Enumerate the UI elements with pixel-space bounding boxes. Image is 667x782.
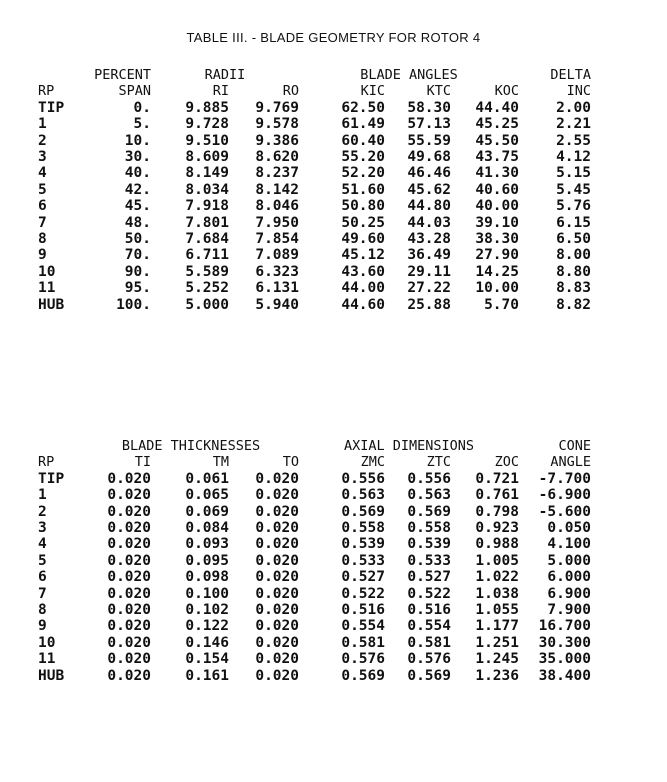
table-cell: 6.131 (255, 280, 299, 297)
table-cell: 0.020 (107, 667, 151, 684)
table-cell: 0.050 (547, 520, 591, 537)
axial-dimensions-table (38, 438, 591, 684)
row-label: 5 (38, 552, 47, 569)
table-cell: 7.684 (185, 231, 229, 248)
table-cell: 40.00 (475, 198, 519, 215)
table-cell: 6.15 (556, 214, 591, 231)
table-cell: 0.020 (107, 503, 151, 520)
table-cell: 0.020 (107, 634, 151, 651)
table-cell: 49.68 (407, 149, 451, 166)
row-label: TIP (38, 99, 65, 116)
table-row (38, 247, 591, 263)
table-cell: 1.038 (475, 585, 519, 602)
table-cell: 9.769 (255, 99, 299, 116)
table-cell: 5. (133, 116, 151, 133)
table-cell: 0.020 (255, 667, 299, 684)
table-cell: 50.80 (341, 198, 385, 215)
table-cell: 6.000 (547, 569, 591, 586)
table-cell: 1.022 (475, 569, 519, 586)
table-cell: 0.061 (185, 470, 229, 487)
table-cell: 45.50 (475, 132, 519, 149)
table-cell: 90. (124, 263, 151, 280)
table-cell: 30. (124, 149, 151, 166)
table-row (38, 536, 591, 552)
table-cell: 0.020 (255, 470, 299, 487)
table-cell: 40.60 (475, 181, 519, 198)
table-cell: 0.095 (185, 552, 229, 569)
table-cell: 0.100 (185, 585, 229, 602)
table-cell: 0.569 (407, 503, 451, 520)
table-cell: 0.556 (407, 470, 451, 487)
table-cell: 0.576 (407, 651, 451, 668)
table-cell: 0.020 (107, 470, 151, 487)
table-cell: 58.30 (407, 99, 451, 116)
row-label: 2 (38, 132, 47, 149)
table-cell: 61.49 (341, 116, 385, 133)
column-header: TO (282, 454, 299, 471)
table-cell: 9.386 (255, 132, 299, 149)
table-cell: 0.539 (341, 536, 385, 553)
row-label: 1 (38, 487, 47, 504)
row-label: 10 (38, 263, 56, 280)
blade-thicknesses-group-header: BLADE THICKNESSES (121, 438, 261, 454)
row-label: TIP (38, 470, 65, 487)
table-cell: 95. (124, 280, 151, 297)
table-group-header-row (38, 67, 591, 83)
table-cell: 6.323 (255, 263, 299, 280)
table-cell: 35.000 (538, 651, 591, 668)
table-cell: 0.581 (407, 634, 451, 651)
table-cell: 45.25 (475, 116, 519, 133)
table-cell: 8.609 (185, 149, 229, 166)
table-cell: 8.034 (185, 181, 229, 198)
table-cell: 5.252 (185, 280, 229, 297)
table-cell: 0.020 (107, 569, 151, 586)
table-row (38, 520, 591, 536)
table-row (38, 471, 591, 487)
row-label: 3 (38, 149, 47, 166)
table-cell: -6.900 (538, 487, 591, 504)
table-cell: 7.854 (255, 231, 299, 248)
table-cell: 8.00 (556, 247, 591, 264)
table-cell: 0.554 (407, 618, 451, 635)
table-cell: 44.40 (475, 99, 519, 116)
table-cell: 44.03 (407, 214, 451, 231)
table-cell: 55.59 (407, 132, 451, 149)
table-cell: 9.885 (185, 99, 229, 116)
column-header: RO (282, 83, 299, 100)
table-cell: 0.020 (255, 634, 299, 651)
table-cell: 36.49 (407, 247, 451, 264)
table-row (38, 297, 591, 313)
table-cell: 38.30 (475, 231, 519, 248)
table-cell: 0.020 (107, 585, 151, 602)
percent-group-header: PERCENT (94, 67, 151, 83)
row-label: 8 (38, 231, 47, 248)
table-cell: 27.90 (475, 247, 519, 264)
table-cell: 8.620 (255, 149, 299, 166)
table-cell: 0.020 (255, 602, 299, 619)
axial-dimensions-group-header: AXIAL DIMENSIONS (343, 438, 475, 454)
column-header: TI (134, 454, 151, 471)
table-cell: 0.093 (185, 536, 229, 553)
table-cell: 8.142 (255, 181, 299, 198)
delta-group-header: DELTA (550, 67, 591, 83)
table-cell: 0.761 (475, 487, 519, 504)
table-row (38, 116, 591, 132)
table-cell: 2.55 (556, 132, 591, 149)
row-label: 5 (38, 181, 47, 198)
table-cell: 51.60 (341, 181, 385, 198)
table-cell: 5.76 (556, 198, 591, 215)
column-header: ZTC (426, 454, 451, 471)
row-label: 9 (38, 618, 47, 635)
table-cell: 6.50 (556, 231, 591, 248)
table-cell: 0.558 (407, 520, 451, 537)
radii-group-header: RADII (204, 67, 246, 83)
table-cell: 10.00 (475, 280, 519, 297)
column-header: ZMC (360, 454, 385, 471)
table-cell: 1.177 (475, 618, 519, 635)
column-header: ANGLE (550, 454, 591, 471)
table-cell: 0.569 (407, 667, 451, 684)
table-cell: 0.102 (185, 602, 229, 619)
table-cell: 44.00 (341, 280, 385, 297)
table-cell: 45. (124, 198, 151, 215)
table-cell: 39.10 (475, 214, 519, 231)
table-cell: 44.60 (341, 296, 385, 313)
table-cell: 70. (124, 247, 151, 264)
table-cell: 0.020 (107, 552, 151, 569)
table-cell: 1.055 (475, 602, 519, 619)
table-cell: 0.556 (341, 470, 385, 487)
table-cell: 7.918 (185, 198, 229, 215)
table-cell: 9.728 (185, 116, 229, 133)
table-cell: 0.721 (475, 470, 519, 487)
table-cell: 8.237 (255, 165, 299, 182)
table-cell: 29.11 (407, 263, 451, 280)
row-label: 11 (38, 280, 56, 297)
table-row (38, 149, 591, 165)
table-cell: 42. (124, 181, 151, 198)
table-cell: 0.533 (341, 552, 385, 569)
table-cell: 2.21 (556, 116, 591, 133)
table-cell: 0.020 (107, 520, 151, 537)
table-cell: 55.20 (341, 149, 385, 166)
table-cell: 1.245 (475, 651, 519, 668)
table-row (38, 586, 591, 602)
table-cell: 8.149 (185, 165, 229, 182)
table-cell: 0.516 (341, 602, 385, 619)
blade-angles-group-header: BLADE ANGLES (360, 67, 458, 83)
table-cell: 40. (124, 165, 151, 182)
table-row (38, 165, 591, 181)
table-cell: 100. (116, 296, 151, 313)
table-row (38, 182, 591, 198)
column-header: RP (38, 83, 55, 100)
table-cell: 8.80 (556, 263, 591, 280)
table-cell: 7.950 (255, 214, 299, 231)
table-cell: 0.020 (255, 536, 299, 553)
table-cell: 0.576 (341, 651, 385, 668)
table-cell: 0.020 (107, 487, 151, 504)
column-header: KOC (494, 83, 519, 100)
table-row (38, 215, 591, 231)
table-row (38, 651, 591, 667)
table-cell: 0.098 (185, 569, 229, 586)
table-row (38, 231, 591, 247)
table-cell: 44.80 (407, 198, 451, 215)
table-cell: 5.70 (484, 296, 519, 313)
table-cell: 0.065 (185, 487, 229, 504)
table-cell: 0.563 (341, 487, 385, 504)
table-cell: 5.940 (255, 296, 299, 313)
table-cell: 0.084 (185, 520, 229, 537)
table-cell: 0.020 (255, 569, 299, 586)
table-cell: 50. (124, 231, 151, 248)
row-label: 9 (38, 247, 47, 264)
table-row (38, 487, 591, 503)
table-cell: 62.50 (341, 99, 385, 116)
table-cell: 0.161 (185, 667, 229, 684)
table-cell: 0.527 (341, 569, 385, 586)
table-group-header-row (38, 438, 591, 454)
table-cell: 0.988 (475, 536, 519, 553)
row-label: 6 (38, 198, 47, 215)
table-cell: 25.88 (407, 296, 451, 313)
table-cell: 43.75 (475, 149, 519, 166)
table-cell: 9.578 (255, 116, 299, 133)
table-row (38, 133, 591, 149)
table-cell: 45.12 (341, 247, 385, 264)
table-row (38, 668, 591, 684)
table-cell: 0.558 (341, 520, 385, 537)
table-cell: 0.020 (107, 651, 151, 668)
row-label: 10 (38, 634, 56, 651)
table-cell: 0.020 (255, 552, 299, 569)
table-row (38, 198, 591, 214)
table-cell: 0.020 (255, 651, 299, 668)
table-row (38, 618, 591, 634)
table-row (38, 100, 591, 116)
table-cell: 0.020 (107, 618, 151, 635)
table-row (38, 602, 591, 618)
table-cell: 7.801 (185, 214, 229, 231)
table-cell: 4.100 (547, 536, 591, 553)
table-cell: 8.83 (556, 280, 591, 297)
table-row (38, 264, 591, 280)
table-cell: 0.569 (341, 503, 385, 520)
table-cell: 0.522 (407, 585, 451, 602)
row-label: 4 (38, 165, 47, 182)
column-header: RI (212, 83, 229, 100)
table-cell: 0.563 (407, 487, 451, 504)
table-cell: 0.539 (407, 536, 451, 553)
table-cell: 49.60 (341, 231, 385, 248)
table-cell: 6.900 (547, 585, 591, 602)
table-cell: 9.510 (185, 132, 229, 149)
table-cell: 60.40 (341, 132, 385, 149)
table-cell: 52.20 (341, 165, 385, 182)
table-column-header-row (38, 83, 591, 99)
table-cell: 8.046 (255, 198, 299, 215)
page-title: TABLE III. - BLADE GEOMETRY FOR ROTOR 4 (186, 30, 481, 45)
row-label: HUB (38, 296, 65, 313)
cone-group-header: CONE (558, 438, 591, 454)
table-cell: 0.533 (407, 552, 451, 569)
table-cell: 0.516 (407, 602, 451, 619)
column-header: RP (38, 454, 55, 471)
table-cell: 43.28 (407, 231, 451, 248)
table-cell: 0. (133, 99, 151, 116)
table-cell: 2.00 (556, 99, 591, 116)
table-row (38, 553, 591, 569)
table-cell: 16.700 (538, 618, 591, 635)
table-cell: 50.25 (341, 214, 385, 231)
table-cell: 0.798 (475, 503, 519, 520)
table-row (38, 569, 591, 585)
table-cell: 0.020 (255, 503, 299, 520)
column-header: SPAN (118, 83, 151, 100)
column-header: TM (212, 454, 229, 471)
table-cell: 0.569 (341, 667, 385, 684)
row-label: 3 (38, 520, 47, 537)
row-label: 1 (38, 116, 47, 133)
row-label: 7 (38, 585, 47, 602)
table-cell: 14.25 (475, 263, 519, 280)
table-cell: 7.089 (255, 247, 299, 264)
table-cell: 0.020 (255, 585, 299, 602)
table-cell: 57.13 (407, 116, 451, 133)
table-row (38, 504, 591, 520)
column-header: KTC (426, 83, 451, 100)
table-cell: 46.46 (407, 165, 451, 182)
table-cell: 4.12 (556, 149, 591, 166)
table-cell: 6.711 (185, 247, 229, 264)
table-cell: 0.923 (475, 520, 519, 537)
row-label: 4 (38, 536, 47, 553)
column-header: INC (566, 83, 591, 100)
table-cell: -7.700 (538, 470, 591, 487)
table-cell: 1.236 (475, 667, 519, 684)
blade-angles-table (38, 67, 591, 313)
table-cell: 0.581 (341, 634, 385, 651)
table-cell: 38.400 (538, 667, 591, 684)
table-cell: 1.005 (475, 552, 519, 569)
table-cell: 0.527 (407, 569, 451, 586)
table-row (38, 635, 591, 651)
table-cell: 0.069 (185, 503, 229, 520)
table-cell: 0.122 (185, 618, 229, 635)
table-column-header-row (38, 454, 591, 470)
table-cell: 8.82 (556, 296, 591, 313)
row-label: 2 (38, 503, 47, 520)
table-cell: 30.300 (538, 634, 591, 651)
table-cell: 0.554 (341, 618, 385, 635)
table-cell: 48. (124, 214, 151, 231)
table-cell: 5.000 (547, 552, 591, 569)
table-cell: 41.30 (475, 165, 519, 182)
table-cell: 0.146 (185, 634, 229, 651)
table-cell: 5.45 (556, 181, 591, 198)
table-cell: 1.251 (475, 634, 519, 651)
column-header: ZOC (494, 454, 519, 471)
table-cell: 45.62 (407, 181, 451, 198)
column-header: KIC (360, 83, 385, 100)
table-cell: 43.60 (341, 263, 385, 280)
row-label: 11 (38, 651, 56, 668)
table-cell: 5.15 (556, 165, 591, 182)
row-label: 8 (38, 602, 47, 619)
table-cell: 5.000 (185, 296, 229, 313)
table-cell: 0.020 (255, 618, 299, 635)
table-row (38, 280, 591, 296)
table-cell: 0.522 (341, 585, 385, 602)
row-label: 7 (38, 214, 47, 231)
table-cell: -5.600 (538, 503, 591, 520)
row-label: 6 (38, 569, 47, 586)
table-cell: 27.22 (407, 280, 451, 297)
table-cell: 0.020 (255, 487, 299, 504)
table-cell: 7.900 (547, 602, 591, 619)
table-cell: 0.154 (185, 651, 229, 668)
table-cell: 0.020 (107, 602, 151, 619)
table-cell: 5.589 (185, 263, 229, 280)
row-label: HUB (38, 667, 65, 684)
table-cell: 10. (124, 132, 151, 149)
table-cell: 0.020 (107, 536, 151, 553)
table-cell: 0.020 (255, 520, 299, 537)
